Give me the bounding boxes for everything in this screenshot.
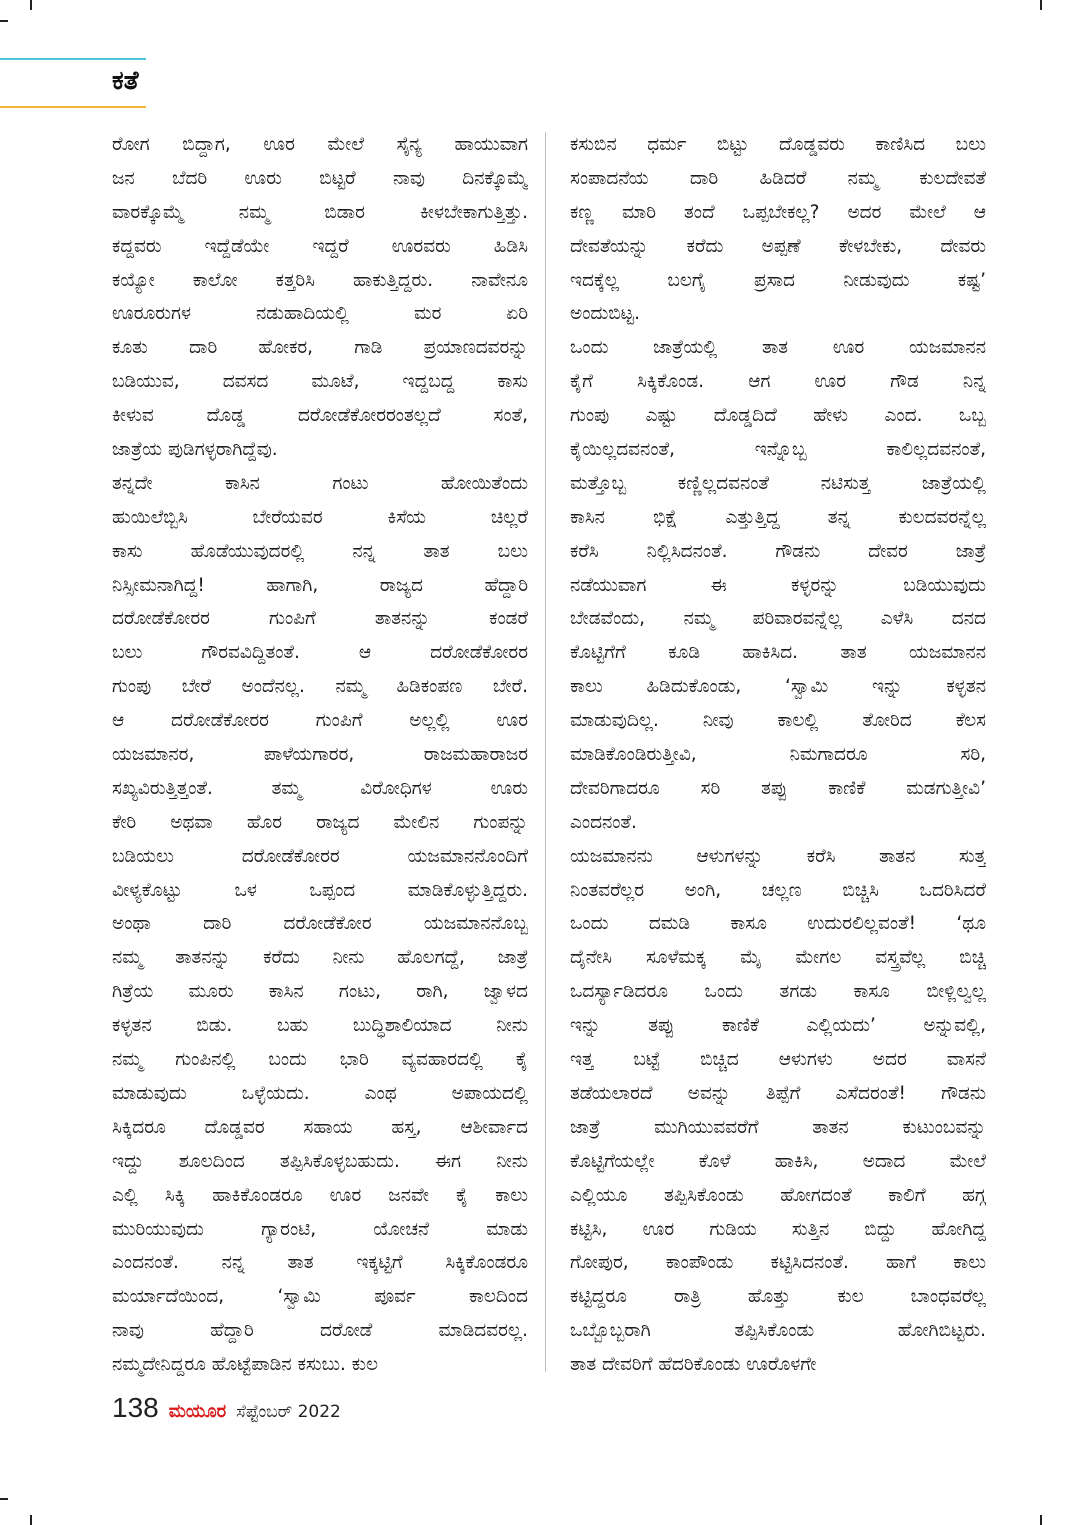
text-line: ದೈನೇಸಿ ಸೂಳೆಮಕ್ಕ ಮೈ ಮೇಗಲ ವಸ್ತ್ರವೆಲ್ಲ ಬಿಚ್ಚಿ: [570, 947, 986, 969]
text-line: ನಾವು ಹೆದ್ದಾರಿ ದರೋಡೆ ಮಾಡಿದವರಲ್ಲ.: [112, 1320, 528, 1342]
text-line: ಗಿತ್ರೆಯ ಮೂರು ಕಾಸಿನ ಗಂಟು, ರಾಗಿ, ಜ್ವಾಳದ: [112, 981, 528, 1003]
text-line: ದೇವತೆಯನ್ನು ಕರೆದು ಅಪ್ಪಣೆ ಕೇಳಬೇಕು, ದೇವರು: [570, 235, 986, 257]
text-line: ಜಾತ್ರೆ ಮುಗಿಯುವವರೆಗೆ ತಾತನ ಕುಟುಂಬವನ್ನು: [570, 1116, 986, 1138]
left-text-column: [112, 128, 528, 1382]
text-line: ಬಡಿಯಲು ದರೋಡೆಕೋರರ ಯಜಮಾನನೊಂದಿಗೆ: [112, 845, 528, 867]
crop-mark: [0, 1498, 8, 1500]
header-accent-line-bottom: [0, 106, 146, 108]
right-text-column: [570, 128, 986, 1382]
text-line: ಕಳ್ಳತನ ಬಿಡು. ಬಹು ಬುದ್ಧಿಶಾಲಿಯಾದ ನೀನು: [112, 1015, 528, 1037]
text-line: ನಿಸ್ಸೀಮನಾಗಿದ್ದ! ಹಾಗಾಗಿ, ರಾಜ್ಯದ ಹೆದ್ದಾರಿ: [112, 574, 528, 596]
text-line: ತಡೆಯಲಾರದೆ ಅವನ್ನು ತಿಪ್ಪೆಗೆ ಎಸೆದರಂತೆ! ಗೌಡನು: [570, 1082, 986, 1104]
text-line: ಕೊಟ್ಟಿಗೆಯಲ್ಲೇ ಕೊಳೆ ಹಾಕಿಸಿ, ಅದಾದ ಮೇಲೆ: [570, 1150, 986, 1172]
magazine-logo: ಮಯೂರ: [168, 1401, 227, 1422]
text-line: ಇತ್ತ ಬಟ್ಟೆ ಬಿಚ್ಚಿದ ಆಳುಗಳು ಅದರ ವಾಸನೆ: [570, 1049, 986, 1071]
text-line: ನಮ್ಮದೇನಿದ್ದರೂ ಹೊಟ್ಟೆಪಾಡಿನ ಕಸುಬು. ಕುಲ: [112, 1354, 378, 1376]
crop-mark: [1040, 1515, 1042, 1525]
crop-mark: [1040, 0, 1042, 10]
text-line: ನಡೆಯುವಾಗ ಈ ಕಳ್ಳರನ್ನು ಬಡಿಯುವುದು: [570, 574, 986, 596]
text-line: ಗುಂಪು ಬೇರೆ ಅಂದೆನಲ್ಲ. ನಮ್ಮ ಹಿಡಿಕಂಪಣ ಬೇರೆ.: [112, 676, 528, 698]
text-line: ನಿಂತವರೆಲ್ಲರ ಅಂಗಿ, ಚಲ್ಲಣ ಬಿಚ್ಚಿಸಿ ಒದರಿಸಿದರೆ: [570, 879, 986, 901]
text-line: ಕಟ್ಟಿದ್ದರೂ ರಾತ್ರಿ ಹೊತ್ತು ಕುಲ ಬಾಂಧವರೆಲ್ಲ: [570, 1286, 986, 1308]
text-line: ಕೈಯಿಲ್ಲದವನಂತೆ, ಇನ್ನೊಬ್ಬ ಕಾಲಿಲ್ಲದವನಂತೆ,: [570, 439, 986, 461]
text-line: ಕೂತು ದಾರಿ ಹೋಕರ, ಗಾಡಿ ಪ್ರಯಾಣದವರನ್ನು: [112, 337, 528, 359]
text-line: ಮಾಡುವುದಿಲ್ಲ. ನೀವು ಕಾಲಲ್ಲಿ ತೋರಿದ ಕೆಲಸ: [570, 710, 986, 732]
text-line: ದರೋಡೆಕೋರರ ಗುಂಪಿಗೆ ತಾತನನ್ನು ಕಂಡರೆ: [112, 608, 528, 630]
header-accent-line-top: [0, 58, 146, 60]
text-line: ಗೋಪುರ, ಕಾಂಪೌಂಡು ಕಟ್ಟಿಸಿದನಂತೆ. ಹಾಗೆ ಕಾಲು: [570, 1252, 986, 1274]
text-line: ಎಂದನಂತೆ.: [570, 811, 637, 833]
page-number: 138: [112, 1392, 159, 1423]
text-line: ಹುಯಿಲೆಬ್ಬಿಸಿ ಬೇರೆಯವರ ಕಿಸೆಯ ಚಿಲ್ಲರೆ: [112, 506, 528, 528]
text-line: ಕೊಟ್ಟಿಗೆಗೆ ಕೂಡಿ ಹಾಕಿಸಿದ. ತಾತ ಯಜಮಾನನ: [570, 642, 986, 664]
text-line: ತನ್ನದೇ ಕಾಸಿನ ಗಂಟು ಹೋಯಿತೆಂದು: [112, 472, 528, 494]
crop-mark: [30, 1515, 32, 1525]
text-line: ಇದಕ್ಕೆಲ್ಲ ಬಲಗೈ ಪ್ರಸಾದ ನೀಡುವುದು ಕಷ್ಟ’: [570, 269, 986, 291]
text-line: ಎಲ್ಲಿಯೂ ತಪ್ಪಿಸಿಕೊಂಡು ಹೋಗದಂತೆ ಕಾಲಿಗೆ ಹಗ್ಗ: [570, 1184, 986, 1206]
text-line: ಸಂಪಾದನೆಯ ದಾರಿ ಹಿಡಿದರೆ ನಮ್ಮ ಕುಲದೇವತೆ: [570, 167, 986, 189]
text-line: ಮತ್ತೊಬ್ಬ ಕಣ್ಣಿಲ್ಲದವನಂತೆ ನಟಿಸುತ್ತ ಜಾತ್ರೆಯಲ್ಲಿ: [570, 472, 986, 494]
text-line: ಇದ್ದು ಶೂಲದಿಂದ ತಪ್ಪಿಸಿಕೊಳ್ಳಬಹುದು. ಈಗ ನೀನು: [112, 1150, 528, 1172]
issue-date: ಸೆಪ್ಟೆಂಬರ್ 2022: [236, 1402, 341, 1422]
text-line: ಒಂದು ಜಾತ್ರೆಯಲ್ಲಿ ತಾತ ಊರ ಯಜಮಾನನ: [570, 337, 986, 359]
crop-mark: [0, 20, 8, 22]
text-line: ಕಾಲು ಹಿಡಿದುಕೊಂಡು, ‘ಸ್ವಾಮಿ ಇನ್ನು ಕಳ್ಳತನ: [570, 676, 986, 698]
text-line: ಎಲ್ಲಿ ಸಿಕ್ಕಿ ಹಾಕಿಕೊಂಡರೂ ಊರ ಜನವೇ ಕೈ ಕಾಲು: [112, 1184, 528, 1206]
text-line: ಯಜಮಾನರ, ಪಾಳೆಯಗಾರರ, ರಾಜಮಹಾರಾಜರ: [112, 744, 528, 766]
text-line: ಬಲು ಗೌರವವಿದ್ದಿತಂತೆ. ಆ ದರೋಡೆಕೋರರ: [112, 642, 528, 664]
text-line: ಕರೆಸಿ ನಿಲ್ಲಿಸಿದನಂತೆ. ಗೌಡನು ದೇವರ ಜಾತ್ರೆ: [570, 540, 986, 562]
text-line: ತಾತ ದೇವರಿಗೆ ಹೆದರಿಕೊಂಡು ಊರೊಳಗೇ: [570, 1354, 817, 1376]
text-line: ಮಾಡಿಕೊಂಡಿರುತ್ತೀವಿ, ನಿಮಗಾದರೂ ಸರಿ,: [570, 744, 986, 766]
text-line: ಕಟ್ಟಿಸಿ, ಊರ ಗುಡಿಯ ಸುತ್ತಿನ ಬಿದ್ದು ಹೋಗಿದ್ದ: [570, 1218, 986, 1240]
text-line: ವಾರಕ್ಕೊಮ್ಮೆ ನಮ್ಮ ಬಿಡಾರ ಕೀಳಬೇಕಾಗುತ್ತಿತ್ತು.: [112, 201, 528, 223]
text-line: ಕಾಸಿನ ಭಿಕ್ಷೆ ಎತ್ತುತ್ತಿದ್ದ ತನ್ನ ಕುಲದವರನ್ನೆಲ್ಲ: [570, 506, 986, 528]
text-line: ಒಬ್ಬೊಬ್ಬರಾಗಿ ತಪ್ಪಿಸಿಕೊಂಡು ಹೋಗಿಬಿಟ್ಟರು.: [570, 1320, 986, 1342]
text-line: ಮುರಿಯುವುದು ಗ್ಯಾರಂಟಿ, ಯೋಚನೆ ಮಾಡು: [112, 1218, 528, 1240]
text-line: ನಮ್ಮ ಗುಂಪಿನಲ್ಲಿ ಬಂದು ಭಾರಿ ವ್ಯವಹಾರದಲ್ಲಿ ಕೈ: [112, 1049, 528, 1071]
text-line: ಜನ ಬೆದರಿ ಊರು ಬಿಟ್ಟರೆ ನಾವು ದಿನಕ್ಕೊಮ್ಮೆ: [112, 167, 528, 189]
text-line: ಕೀಳುವ ದೊಡ್ಡ ದರೋಡೆಕೋರರಂತಲ್ಲದೆ ಸಂತೆ,: [112, 405, 528, 427]
text-line: ಅಂಥಾ ದಾರಿ ದರೋಡೆಕೋರ ಯಜಮಾನನೊಬ್ಬ: [112, 913, 528, 935]
text-line: ದೇವರಿಗಾದರೂ ಸರಿ ತಪ್ಪು ಕಾಣಿಕೆ ಮಡಗುತ್ತೀವಿ’: [570, 777, 986, 799]
text-line: ಮರ್ಯಾದೆಯಿಂದ, ‘ಸ್ವಾಮಿ ಪೂರ್ವ ಕಾಲದಿಂದ: [112, 1286, 528, 1308]
section-title: ಕತೆ: [112, 66, 139, 96]
text-line: ಅಂದುಬಿಟ್ಟ.: [570, 303, 640, 325]
text-line: ಯಜಮಾನನು ಆಳುಗಳನ್ನು ಕರೆಸಿ ತಾತನ ಸುತ್ತ: [570, 845, 986, 867]
text-line: ಆ ದರೋಡೆಕೋರರ ಗುಂಪಿಗೆ ಅಲ್ಲಲ್ಲಿ ಊರ: [112, 710, 528, 732]
text-line: ಕದ್ದವರು ಇದ್ದೆಡೆಯೇ ಇದ್ದರೆ ಊರವರು ಹಿಡಿಸಿ: [112, 235, 528, 257]
text-line: ರೋಗ ಬಿದ್ದಾಗ, ಊರ ಮೇಲೆ ಸೈನ್ಯ ಹಾಯುವಾಗ: [112, 134, 528, 155]
text-line: ಬಡಿಯುವ, ದವಸದ ಮೂಟೆ, ಇದ್ದಬದ್ದ ಕಾಸು: [112, 371, 528, 393]
text-line: ನಮ್ಮ ತಾತನನ್ನು ಕರೆದು ನೀನು ಹೊಲಗದ್ದೆ, ಜಾತ್ರೆ: [112, 947, 528, 969]
text-line: ಸಿಕ್ಕಿದರೂ ದೊಡ್ಡವರ ಸಹಾಯ ಹಸ್ತ, ಆಶೀರ್ವಾದ: [112, 1116, 528, 1138]
text-line: ಗುಂಪು ಎಷ್ಟು ದೊಡ್ಡದಿದೆ ಹೇಳು ಎಂದ. ಒಬ್ಬ: [570, 405, 986, 427]
text-line: ಬೇಡವೆಂದು, ನಮ್ಮ ಪರಿವಾರವನ್ನೆಲ್ಲ ಎಳೆಸಿ ದನದ: [570, 608, 986, 630]
text-line: ಕೇರಿ ಅಥವಾ ಹೊರ ರಾಜ್ಯದ ಮೇಲಿನ ಗುಂಪನ್ನು: [112, 811, 528, 833]
text-line: ಸಖ್ಯವಿರುತ್ತಿತ್ತಂತೆ. ತಮ್ಮ ವಿರೋಧಿಗಳ ಊರು: [112, 777, 528, 799]
text-line: ಊರೂರುಗಳ ನಡುಹಾದಿಯಲ್ಲಿ ಮರ ಏರಿ: [112, 303, 528, 325]
crop-mark: [30, 0, 32, 10]
text-line: ವೀಳ್ಯಕೊಟ್ಟು ಒಳ ಒಪ್ಪಂದ ಮಾಡಿಕೊಳ್ಳುತ್ತಿದ್ದರು.: [112, 879, 528, 901]
text-line: ಕಯ್ಯೋ ಕಾಲೋ ಕತ್ತರಿಸಿ ಹಾಕುತ್ತಿದ್ದರು. ನಾವೇನೂ: [112, 269, 528, 291]
text-line: ಮಾಡುವುದು ಒಳ್ಳೆಯದು. ಎಂಥ ಅಪಾಯದಲ್ಲಿ: [112, 1082, 528, 1104]
text-line: ಕಸುಬಿನ ಧರ್ಮ ಬಿಟ್ಟು ದೊಡ್ಡವರು ಕಾಣಿಸಿದ ಬಲು: [570, 134, 986, 155]
page-footer: [112, 1392, 341, 1424]
text-line: ಒಂದು ದಮಡಿ ಕಾಸೂ ಉದುರಲಿಲ್ಲವಂತೆ! ‘ಥೂ: [570, 913, 986, 935]
text-line: ಕಣ್ಣ ಮಾರಿ ತಂದೆ ಒಪ್ಪಬೇಕಲ್ಲ? ಅದರ ಮೇಲೆ ಆ: [570, 201, 986, 223]
text-line: ಜಾತ್ರೆಯ ಪುಡಿಗಳ್ಳರಾಗಿದ್ದೆವು.: [112, 439, 278, 461]
text-line: ಇನ್ನು ತಪ್ಪು ಕಾಣಿಕೆ ಎಲ್ಲಿಯದು’ ಅನ್ನುವಲ್ಲಿ,: [570, 1015, 986, 1037]
text-line: ಒದರ್ಸ್ಯಾಡಿದರೂ ಒಂದು ತಗಡು ಕಾಸೂ ಬೀಳ್ಲಿಲ್ವಲ್ಲ: [570, 981, 986, 1003]
text-line: ಕಾಸು ಹೊಡೆಯುವುದರಲ್ಲಿ ನನ್ನ ತಾತ ಬಲು: [112, 540, 528, 562]
text-line: ಎಂದನಂತೆ. ನನ್ನ ತಾತ ಇಕ್ಕಟ್ಟಿಗೆ ಸಿಕ್ಕಿಕೊಂಡರೂ: [112, 1252, 528, 1274]
text-line: ಕೈಗೆ ಸಿಕ್ಕಿಕೊಂಡ. ಆಗ ಊರ ಗೌಡ ನಿನ್ನ: [570, 371, 986, 393]
column-divider: [545, 132, 546, 1372]
